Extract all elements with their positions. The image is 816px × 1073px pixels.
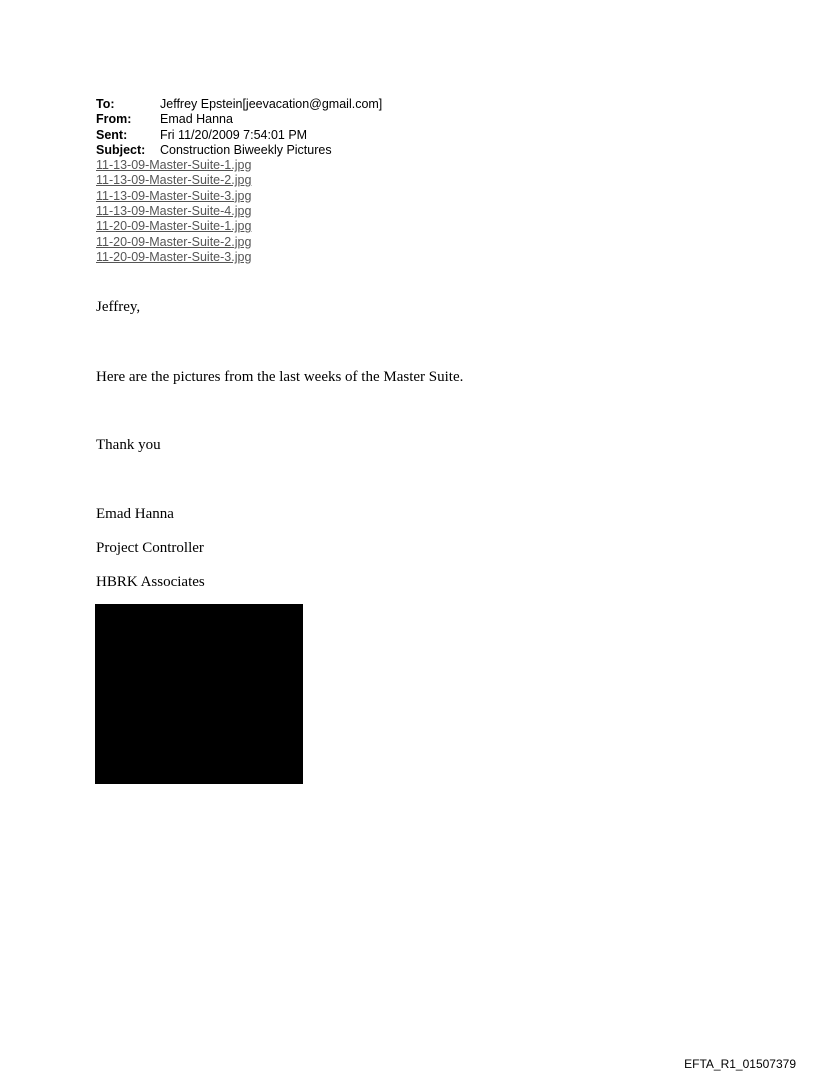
redaction-box xyxy=(95,604,303,784)
subject-label: Subject: xyxy=(96,142,146,157)
signature-name: Emad Hanna xyxy=(96,506,174,522)
from-row xyxy=(96,112,382,127)
attachment-link[interactable]: 11-20-09-Master-Suite-2.jpg xyxy=(96,234,252,249)
subject-value: Construction Biweekly Pictures xyxy=(160,142,332,157)
document-id: EFTA_R1_01507379 xyxy=(684,1057,796,1071)
attachment-link[interactable]: 11-13-09-Master-Suite-3.jpg xyxy=(96,188,252,203)
attachment-link[interactable]: 11-20-09-Master-Suite-3.jpg xyxy=(96,249,252,264)
to-row xyxy=(96,97,382,112)
greeting: Jeffrey, xyxy=(96,299,141,315)
message-text: Here are the pictures from the last weeks of the Master Suite. xyxy=(96,369,464,385)
sent-row xyxy=(96,128,382,143)
attachment-link[interactable]: 11-13-09-Master-Suite-4.jpg xyxy=(96,204,252,219)
sent-value: Fri 11/20/2009 7:54:01 PM xyxy=(160,127,308,142)
attachment-link[interactable]: 11-13-09-Master-Suite-2.jpg xyxy=(96,173,252,188)
signature-title: Project Controller xyxy=(96,540,204,556)
from-label: From: xyxy=(96,112,132,127)
email-header xyxy=(96,97,382,265)
closing-text: Thank you xyxy=(96,437,161,453)
signature-company: HBRK Associates xyxy=(96,574,205,590)
attachment-link[interactable]: 11-13-09-Master-Suite-1.jpg xyxy=(96,158,252,173)
subject-row xyxy=(96,143,382,158)
to-value: Jeffrey Epstein[jeevacation@gmail.com] xyxy=(160,97,383,111)
from-value: Emad Hanna xyxy=(160,112,233,127)
sent-label: Sent: xyxy=(96,127,128,142)
attachment-list xyxy=(96,158,382,265)
attachment-link[interactable]: 11-20-09-Master-Suite-1.jpg xyxy=(96,219,252,234)
to-label: To: xyxy=(96,97,115,111)
